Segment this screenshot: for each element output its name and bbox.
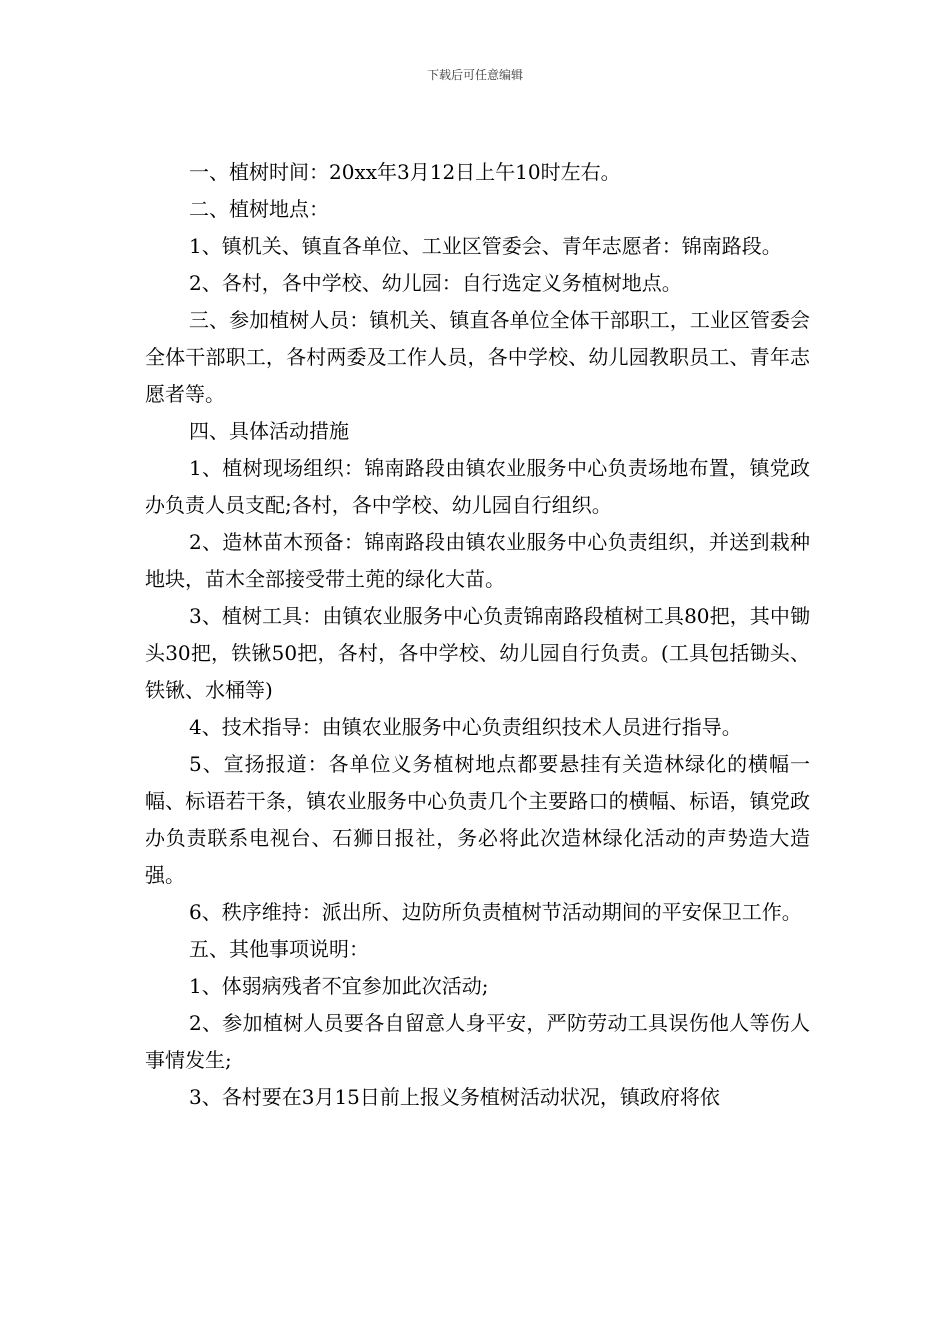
document-body (145, 154, 810, 1116)
paragraph-measure-1: 1、植树现场组织：锦南路段由镇农业服务中心负责场地布置，镇党政办负责人员支配;各村，各中学校、幼儿园自行组织。 (145, 456, 810, 517)
paragraph-measure-4: 4、技术指导：由镇农业服务中心负责组织技术人员进行指导。 (189, 715, 742, 739)
paragraph-planting-location-heading: 二、植树地点： (189, 197, 329, 221)
paragraph-location-1: 1、镇机关、镇直各单位、工业区管委会、青年志愿者：锦南路段。 (189, 234, 782, 258)
paragraph-other-1: 1、体弱病残者不宜参加此次活动; (189, 974, 489, 998)
paragraph-planting-time: 一、植树时间：20xx年3月12日上午10时左右。 (189, 160, 621, 184)
paragraph-other-matters-heading: 五、其他事项说明： (189, 937, 369, 961)
paragraph-measure-5: 5、宣扬报道：各单位义务植树地点都要悬挂有关造林绿化的横幅一幅、标语若干条，镇农业服务中心负责几个主要路口的横幅、标语，镇党政办负责联系电视台、石狮日报社，务必将此次造林绿化活动的声势造大造强。 (145, 752, 810, 887)
paragraph-participants: 三、参加植树人员：镇机关、镇直各单位全体干部职工，工业区管委会全体干部职工，各村两委及工作人员，各中学校、幼儿园教职员工、青年志愿者等。 (145, 308, 810, 406)
paragraph-measure-3: 3、植树工具：由镇农业服务中心负责锦南路段植树工具80把，其中锄头30把，铁锹50把，各村，各中学校、幼儿园自行负责。(工具包括锄头、铁锹、水桶等) (145, 604, 810, 702)
paragraph-measure-6: 6、秩序维持：派出所、边防所负责植树节活动期间的平安保卫工作。 (189, 900, 802, 924)
page-header-note: 下载后可任意编辑 (426, 68, 523, 82)
paragraph-other-2: 2、参加植树人员要各自留意人身平安，严防劳动工具误伤他人等伤人事情发生; (145, 1011, 810, 1072)
paragraph-location-2: 2、各村，各中学校、幼儿园：自行选定义务植树地点。 (189, 271, 682, 295)
paragraph-other-3: 3、各村要在3月15日前上报义务植树活动状况，镇政府将依 (189, 1085, 720, 1109)
paragraph-measure-2: 2、造林苗木预备：锦南路段由镇农业服务中心负责组织，并送到栽种地块，苗木全部接受带土蔸的绿化大苗。 (145, 530, 810, 591)
paragraph-measures-heading: 四、具体活动措施 (189, 419, 349, 443)
